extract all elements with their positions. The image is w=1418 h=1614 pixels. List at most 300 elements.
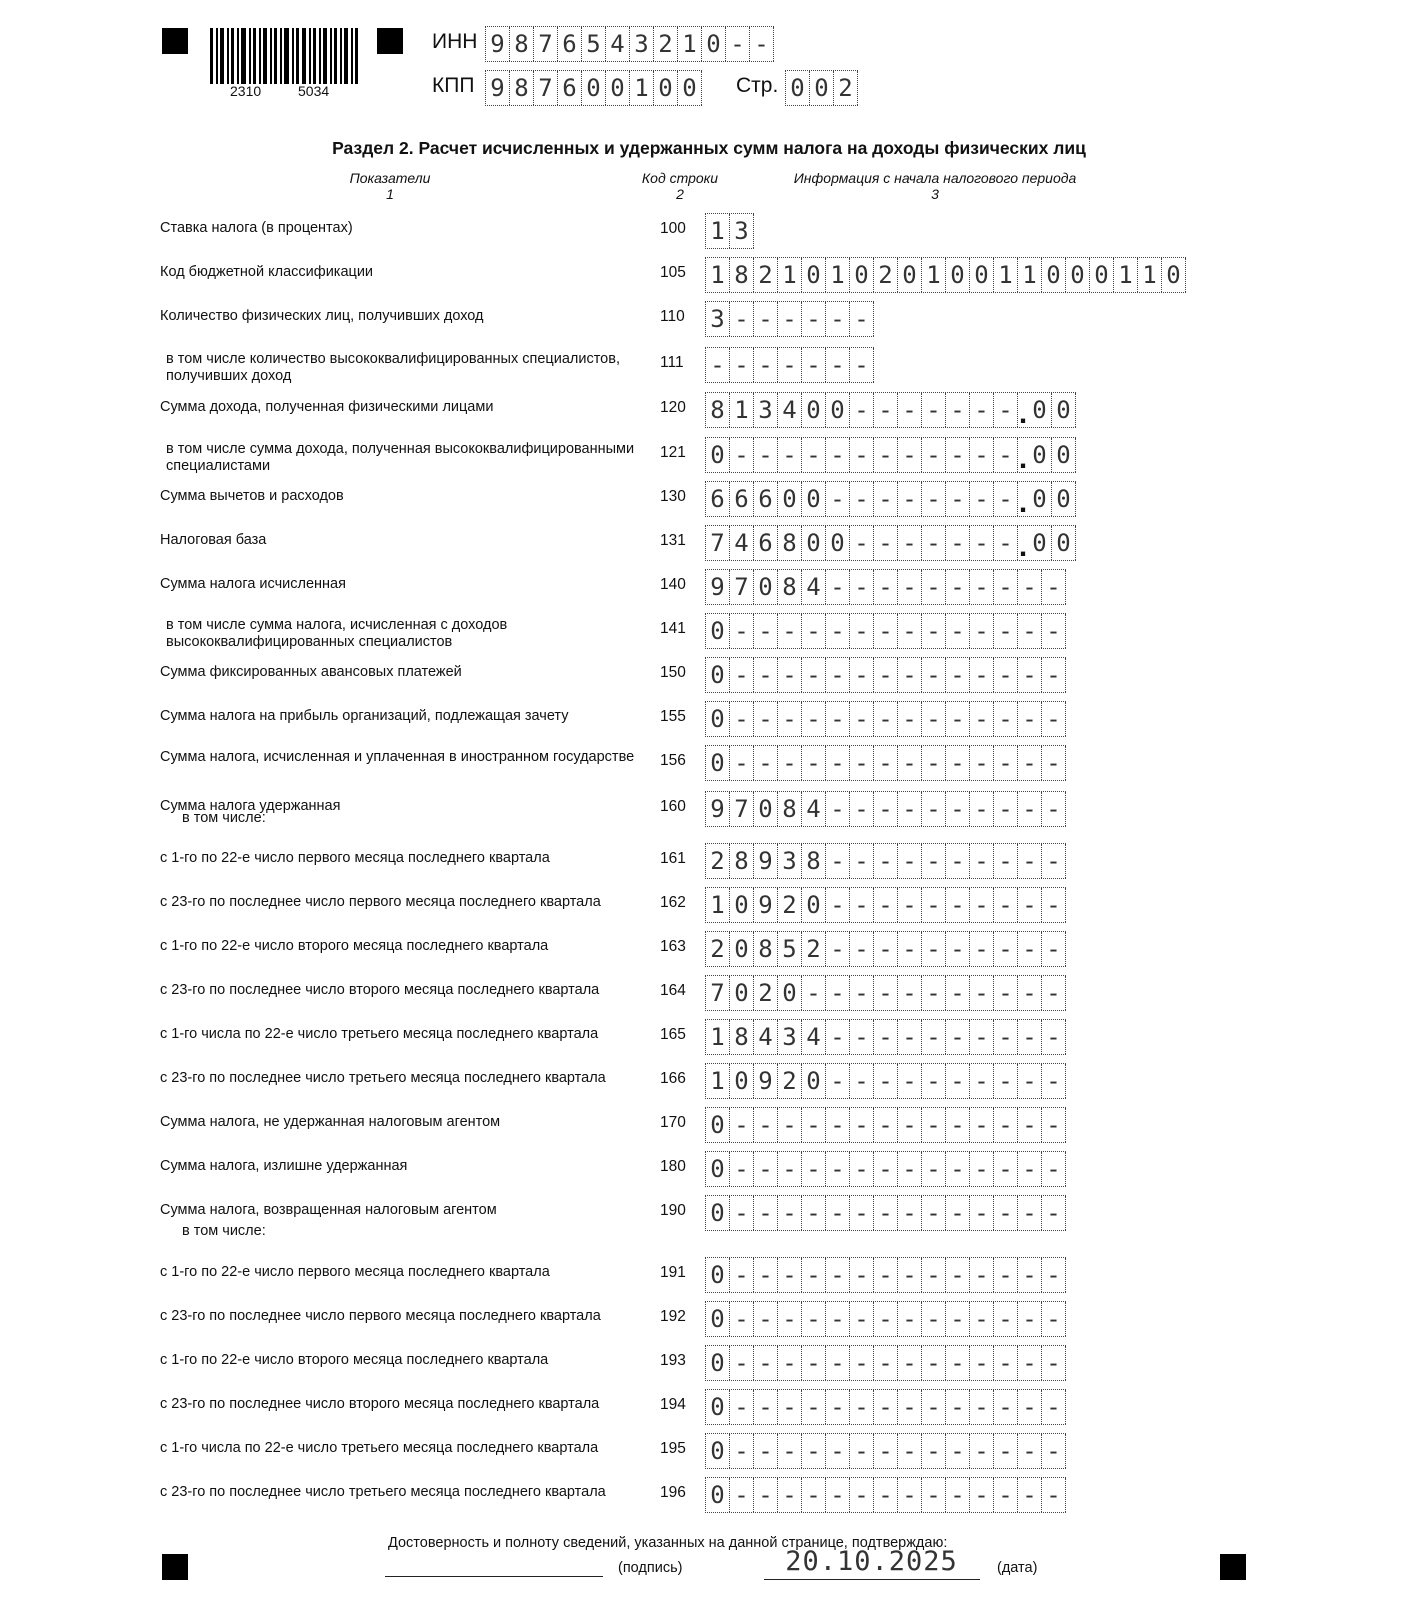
digit-cell: - bbox=[994, 792, 1018, 826]
digit-cell: - bbox=[874, 844, 898, 878]
digit-cell: - bbox=[1042, 1108, 1066, 1142]
value-field-120[interactable] bbox=[705, 392, 1076, 428]
digit-cell: - bbox=[826, 1346, 850, 1380]
digit-cell: 0 bbox=[730, 976, 754, 1010]
digit-cell: - bbox=[898, 888, 922, 922]
digit-cell: - bbox=[754, 1302, 778, 1336]
digit-cell: - bbox=[970, 526, 994, 560]
digit-cell: - bbox=[994, 1064, 1018, 1098]
digit-cell: - bbox=[922, 1478, 946, 1512]
page-label: Стр. bbox=[736, 74, 779, 97]
row-code-150: 150 bbox=[660, 664, 686, 681]
digit-cell: 0 bbox=[606, 71, 630, 105]
digit-cell: 0 bbox=[706, 1108, 730, 1142]
digit-cell: - bbox=[730, 348, 754, 382]
digit-cell: - bbox=[898, 1064, 922, 1098]
digit-cell: - bbox=[994, 1302, 1018, 1336]
digit-cell: 2 bbox=[778, 888, 802, 922]
digit-cell: - bbox=[802, 1302, 826, 1336]
digit-cell: - bbox=[874, 658, 898, 692]
digit-cell: 8 bbox=[706, 393, 730, 427]
digit-cell: - bbox=[874, 438, 898, 472]
column-header-period-info-label: Информация с начала налогового периода bbox=[793, 170, 1077, 186]
digit-cell: - bbox=[754, 302, 778, 336]
digit-cell: 0 bbox=[1042, 258, 1066, 292]
row-label-131: Налоговая база bbox=[160, 532, 267, 548]
digit-cell: - bbox=[1018, 932, 1042, 966]
value-field-165[interactable] bbox=[705, 1019, 1066, 1055]
digit-cell: - bbox=[850, 746, 874, 780]
row-code-160: 160 bbox=[660, 798, 686, 815]
kpp-label: КПП bbox=[432, 74, 475, 97]
row-code-141: 141 bbox=[660, 620, 686, 637]
value-field-166[interactable] bbox=[705, 1063, 1066, 1099]
digit-cell: - bbox=[826, 1064, 850, 1098]
digit-cell: - bbox=[1042, 702, 1066, 736]
digit-cell: 6 bbox=[558, 71, 582, 105]
row-code-194: 194 bbox=[660, 1396, 686, 1413]
value-field-192[interactable] bbox=[705, 1301, 1066, 1337]
digit-cell: - bbox=[826, 976, 850, 1010]
section-title: Раздел 2. Расчет исчисленных и удержанных сумм налога на доходы физических лиц bbox=[332, 138, 1086, 158]
digit-cell: 0 bbox=[802, 258, 826, 292]
row-label-165: с 1-го числа по 22-е число третьего месяца последнего квартала bbox=[160, 1026, 599, 1042]
sub-label-190: в том числе: bbox=[182, 1223, 266, 1239]
digit-cell: - bbox=[850, 1258, 874, 1292]
row-code-170: 170 bbox=[660, 1114, 686, 1131]
digit-cell: - bbox=[874, 482, 898, 516]
digit-cell: - bbox=[994, 888, 1018, 922]
digit-cell: - bbox=[850, 658, 874, 692]
digit-cell: - bbox=[994, 844, 1018, 878]
digit-cell: - bbox=[850, 482, 874, 516]
digit-cell: 0 bbox=[802, 393, 826, 427]
digit-cell: 1 bbox=[1018, 258, 1042, 292]
digit-cell: - bbox=[994, 393, 1018, 427]
digit-cell: - bbox=[1042, 746, 1066, 780]
digit-cell: 4 bbox=[606, 27, 630, 61]
digit-cell: - bbox=[850, 1108, 874, 1142]
digit-cell: - bbox=[874, 792, 898, 826]
digit-cell: 0 bbox=[678, 71, 702, 105]
digit-cell: 0 bbox=[826, 526, 850, 560]
digit-cell: - bbox=[802, 1196, 826, 1230]
digit-cell: 3 bbox=[706, 302, 730, 336]
value-field-141[interactable] bbox=[705, 613, 1066, 649]
corner-marker-bottom-left bbox=[162, 1554, 188, 1580]
digit-cell: - bbox=[946, 1390, 970, 1424]
row-label-155: Сумма налога на прибыль организаций, подлежащая зачету bbox=[160, 708, 569, 724]
digit-cell: - bbox=[898, 1108, 922, 1142]
digit-cell: 9 bbox=[754, 1064, 778, 1098]
digit-cell: - bbox=[1018, 1434, 1042, 1468]
digit-cell: 0 bbox=[706, 1434, 730, 1468]
digit-cell: - bbox=[946, 526, 970, 560]
value-field-110[interactable] bbox=[705, 301, 874, 337]
row-code-140: 140 bbox=[660, 576, 686, 593]
digit-cell: - bbox=[1018, 746, 1042, 780]
digit-cell: - bbox=[1042, 1390, 1066, 1424]
digit-cell: 4 bbox=[802, 792, 826, 826]
value-field-190[interactable] bbox=[705, 1195, 1066, 1231]
digit-cell: - bbox=[994, 1152, 1018, 1186]
digit-cell: 0 bbox=[1052, 393, 1076, 427]
row-code-163: 163 bbox=[660, 938, 686, 955]
row-code-105: 105 bbox=[660, 264, 686, 281]
digit-cell: - bbox=[898, 438, 922, 472]
value-field-105[interactable] bbox=[705, 257, 1186, 293]
digit-cell: 9 bbox=[706, 570, 730, 604]
digit-cell: - bbox=[754, 614, 778, 648]
digit-cell: - bbox=[994, 526, 1018, 560]
digit-cell: - bbox=[730, 614, 754, 648]
digit-cell: - bbox=[970, 1020, 994, 1054]
row-label-195: с 1-го числа по 22-е число третьего месяца последнего квартала bbox=[160, 1440, 599, 1456]
digit-cell: - bbox=[1042, 792, 1066, 826]
digit-cell: 1 bbox=[630, 71, 654, 105]
digit-cell: - bbox=[874, 526, 898, 560]
digit-cell: - bbox=[922, 1064, 946, 1098]
row-code-164: 164 bbox=[660, 982, 686, 999]
digit-cell: - bbox=[778, 1434, 802, 1468]
digit-cell: - bbox=[1042, 658, 1066, 692]
digit-cell: - bbox=[994, 570, 1018, 604]
value-field-161[interactable] bbox=[705, 843, 1066, 879]
row-label-163: с 1-го по 22-е число второго месяца последнего квартала bbox=[160, 938, 549, 954]
digit-cell: - bbox=[826, 348, 850, 382]
digit-cell: 8 bbox=[778, 570, 802, 604]
digit-cell: - bbox=[898, 1152, 922, 1186]
digit-cell: - bbox=[1042, 1196, 1066, 1230]
digit-cell: - bbox=[850, 438, 874, 472]
digit-cell: - bbox=[922, 1346, 946, 1380]
digit-cell: - bbox=[850, 393, 874, 427]
digit-cell: - bbox=[994, 1346, 1018, 1380]
row-label-130: Сумма вычетов и расходов bbox=[160, 488, 344, 504]
digit-cell: 0 bbox=[706, 614, 730, 648]
digit-cell: - bbox=[994, 1196, 1018, 1230]
digit-cell: - bbox=[1018, 658, 1042, 692]
digit-cell: - bbox=[802, 976, 826, 1010]
inn-field[interactable] bbox=[485, 26, 774, 62]
digit-cell: - bbox=[946, 792, 970, 826]
digit-cell: - bbox=[874, 888, 898, 922]
digit-cell: - bbox=[898, 658, 922, 692]
column-header-indicators bbox=[300, 170, 480, 202]
digit-cell: - bbox=[874, 1434, 898, 1468]
digit-cell: - bbox=[922, 1302, 946, 1336]
digit-cell: 1 bbox=[730, 393, 754, 427]
digit-cell: 0 bbox=[702, 27, 726, 61]
digit-cell: - bbox=[826, 1302, 850, 1336]
date-caption: (дата) bbox=[997, 1560, 1038, 1576]
value-field-160[interactable] bbox=[705, 791, 1066, 827]
column-header-line-code bbox=[620, 170, 740, 202]
digit-cell: 0 bbox=[754, 792, 778, 826]
digit-cell: - bbox=[898, 976, 922, 1010]
value-field-191[interactable] bbox=[705, 1257, 1066, 1293]
digit-cell: - bbox=[850, 302, 874, 336]
digit-cell: - bbox=[898, 1196, 922, 1230]
value-field-130[interactable] bbox=[705, 481, 1076, 517]
barcode bbox=[210, 28, 358, 84]
digit-cell: 0 bbox=[786, 71, 810, 105]
digit-cell: - bbox=[898, 393, 922, 427]
digit-cell: - bbox=[802, 1152, 826, 1186]
digit-cell: - bbox=[754, 702, 778, 736]
digit-cell: - bbox=[970, 1346, 994, 1380]
digit-cell: 0 bbox=[802, 1064, 826, 1098]
digit-cell: - bbox=[922, 438, 946, 472]
digit-cell: 2 bbox=[754, 976, 778, 1010]
row-label-120: Сумма дохода, полученная физическими лицами bbox=[160, 399, 494, 415]
row-label-180: Сумма налога, излишне удержанная bbox=[160, 1158, 408, 1174]
digit-cell: - bbox=[1018, 570, 1042, 604]
value-field-194[interactable] bbox=[705, 1389, 1066, 1425]
value-field-121[interactable] bbox=[705, 437, 1076, 473]
digit-cell: 0 bbox=[802, 888, 826, 922]
digit-cell: 0 bbox=[706, 1478, 730, 1512]
value-field-156[interactable] bbox=[705, 745, 1066, 781]
digit-cell: 3 bbox=[754, 393, 778, 427]
digit-cell: 7 bbox=[534, 71, 558, 105]
column-header-line-code-label: Код строки bbox=[641, 170, 719, 186]
digit-cell: - bbox=[898, 792, 922, 826]
row-label-196: с 23-го по последнее число третьего месяца последнего квартала bbox=[160, 1484, 606, 1500]
digit-cell: - bbox=[946, 1346, 970, 1380]
digit-cell: 0 bbox=[850, 258, 874, 292]
digit-cell: - bbox=[730, 658, 754, 692]
row-label-193: с 1-го по 22-е число второго месяца последнего квартала bbox=[160, 1352, 549, 1368]
row-code-100: 100 bbox=[660, 220, 686, 237]
digit-cell: - bbox=[826, 1434, 850, 1468]
digit-cell: - bbox=[898, 746, 922, 780]
row-code-131: 131 bbox=[660, 532, 686, 549]
digit-cell: - bbox=[754, 1390, 778, 1424]
digit-cell: - bbox=[850, 1302, 874, 1336]
digit-cell: 2 bbox=[706, 932, 730, 966]
digit-cell: - bbox=[994, 746, 1018, 780]
row-code-155: 155 bbox=[660, 708, 686, 725]
digit-cell: - bbox=[874, 1302, 898, 1336]
value-field-164[interactable] bbox=[705, 975, 1066, 1011]
digit-cell: - bbox=[946, 888, 970, 922]
digit-cell: - bbox=[970, 932, 994, 966]
digit-cell: - bbox=[778, 1478, 802, 1512]
digit-cell: - bbox=[802, 1108, 826, 1142]
digit-cell: 3 bbox=[778, 1020, 802, 1054]
digit-cell: - bbox=[778, 1258, 802, 1292]
digit-cell: - bbox=[778, 614, 802, 648]
digit-cell: - bbox=[754, 1108, 778, 1142]
digit-cell: 0 bbox=[1028, 438, 1052, 472]
row-label-190: Сумма налога, возвращенная налоговым агентом bbox=[160, 1202, 497, 1218]
digit-cell: 4 bbox=[802, 570, 826, 604]
digit-cell: - bbox=[850, 976, 874, 1010]
digit-cell: - bbox=[874, 1390, 898, 1424]
digit-cell: - bbox=[826, 932, 850, 966]
decimal-separator: . bbox=[1018, 442, 1028, 475]
value-field-196[interactable] bbox=[705, 1477, 1066, 1513]
date-value[interactable]: 20.10.2025 bbox=[785, 1546, 958, 1577]
digit-cell: - bbox=[850, 1196, 874, 1230]
decimal-separator: . bbox=[1018, 397, 1028, 430]
digit-cell: - bbox=[730, 746, 754, 780]
column-header-period-info bbox=[770, 170, 1100, 202]
digit-cell: 0 bbox=[1090, 258, 1114, 292]
value-field-170[interactable] bbox=[705, 1107, 1066, 1143]
page-number-field[interactable] bbox=[785, 70, 858, 106]
digit-cell: - bbox=[898, 614, 922, 648]
digit-cell: - bbox=[1018, 1108, 1042, 1142]
digit-cell: - bbox=[802, 614, 826, 648]
digit-cell: 0 bbox=[1066, 258, 1090, 292]
digit-cell: - bbox=[730, 302, 754, 336]
digit-cell: - bbox=[826, 658, 850, 692]
value-field-162[interactable] bbox=[705, 887, 1066, 923]
row-label-191: с 1-го по 22-е число первого месяца последнего квартала bbox=[160, 1264, 550, 1280]
digit-cell: - bbox=[1018, 844, 1042, 878]
value-field-155[interactable] bbox=[705, 701, 1066, 737]
digit-cell: - bbox=[826, 1196, 850, 1230]
value-field-150[interactable] bbox=[705, 657, 1066, 693]
digit-cell: 7 bbox=[534, 27, 558, 61]
digit-cell: - bbox=[730, 1434, 754, 1468]
digit-cell: - bbox=[970, 614, 994, 648]
digit-cell: - bbox=[946, 746, 970, 780]
digit-cell: - bbox=[1042, 1258, 1066, 1292]
row-code-162: 162 bbox=[660, 894, 686, 911]
digit-cell: - bbox=[802, 348, 826, 382]
digit-cell: - bbox=[922, 1196, 946, 1230]
row-label-110: Количество физических лиц, получивших доход bbox=[160, 308, 484, 324]
row-label-160: Сумма налога удержанная bbox=[160, 798, 341, 814]
digit-cell: - bbox=[1018, 1258, 1042, 1292]
digit-cell: - bbox=[970, 1302, 994, 1336]
digit-cell: - bbox=[922, 1258, 946, 1292]
digit-cell: - bbox=[750, 27, 774, 61]
digit-cell: - bbox=[922, 614, 946, 648]
digit-cell: 5 bbox=[778, 932, 802, 966]
value-field-100[interactable] bbox=[705, 213, 754, 249]
digit-cell: - bbox=[898, 702, 922, 736]
digit-cell: - bbox=[826, 614, 850, 648]
corner-marker-bottom-right bbox=[1220, 1554, 1246, 1580]
digit-cell: - bbox=[874, 1064, 898, 1098]
digit-cell: 0 bbox=[706, 1152, 730, 1186]
value-field-195[interactable] bbox=[705, 1433, 1066, 1469]
digit-cell: - bbox=[826, 302, 850, 336]
value-field-180[interactable] bbox=[705, 1151, 1066, 1187]
digit-cell: - bbox=[946, 1108, 970, 1142]
digit-cell: - bbox=[754, 1152, 778, 1186]
digit-cell: 3 bbox=[630, 27, 654, 61]
digit-cell: - bbox=[850, 1478, 874, 1512]
digit-cell: - bbox=[826, 1020, 850, 1054]
digit-cell: - bbox=[922, 976, 946, 1010]
inn-label: ИНН bbox=[432, 30, 478, 53]
digit-cell: - bbox=[850, 526, 874, 560]
digit-cell: - bbox=[874, 1152, 898, 1186]
kpp-field[interactable] bbox=[485, 70, 702, 106]
digit-cell: 6 bbox=[706, 482, 730, 516]
digit-cell: - bbox=[922, 844, 946, 878]
digit-cell: 8 bbox=[730, 844, 754, 878]
digit-cell: - bbox=[826, 1390, 850, 1424]
digit-cell: - bbox=[922, 746, 946, 780]
signature-line[interactable] bbox=[385, 1576, 603, 1577]
value-field-193[interactable] bbox=[705, 1345, 1066, 1381]
digit-cell: - bbox=[1042, 1020, 1066, 1054]
digit-cell: 0 bbox=[706, 658, 730, 692]
digit-cell: - bbox=[922, 1020, 946, 1054]
digit-cell: - bbox=[946, 844, 970, 878]
digit-cell: - bbox=[754, 438, 778, 472]
row-label-150: Сумма фиксированных авансовых платежей bbox=[160, 664, 462, 680]
value-field-131[interactable] bbox=[705, 525, 1076, 561]
value-field-111[interactable] bbox=[705, 347, 874, 383]
digit-cell: 0 bbox=[1052, 482, 1076, 516]
row-label-100: Ставка налога (в процентах) bbox=[160, 220, 353, 236]
digit-cell: - bbox=[802, 1390, 826, 1424]
row-code-130: 130 bbox=[660, 488, 686, 505]
row-label-161: с 1-го по 22-е число первого месяца последнего квартала bbox=[160, 850, 550, 866]
digit-cell: - bbox=[730, 702, 754, 736]
digit-cell: 7 bbox=[706, 976, 730, 1010]
digit-cell: - bbox=[754, 1196, 778, 1230]
digit-cell: - bbox=[874, 614, 898, 648]
digit-cell: 7 bbox=[730, 570, 754, 604]
digit-cell: - bbox=[802, 1258, 826, 1292]
digit-cell: - bbox=[1018, 702, 1042, 736]
digit-cell: 0 bbox=[1028, 393, 1052, 427]
digit-cell: 7 bbox=[730, 792, 754, 826]
digit-cell: - bbox=[850, 932, 874, 966]
digit-cell: - bbox=[802, 702, 826, 736]
digit-cell: 2 bbox=[802, 932, 826, 966]
digit-cell: - bbox=[946, 702, 970, 736]
value-field-140[interactable] bbox=[705, 569, 1066, 605]
digit-cell: - bbox=[970, 570, 994, 604]
digit-cell: - bbox=[946, 1478, 970, 1512]
digit-cell: - bbox=[922, 570, 946, 604]
digit-cell: - bbox=[850, 1390, 874, 1424]
column-header-indicators-num: 1 bbox=[386, 186, 394, 202]
digit-cell: 4 bbox=[778, 393, 802, 427]
row-label-170: Сумма налога, не удержанная налоговым агентом bbox=[160, 1114, 501, 1130]
digit-cell: - bbox=[850, 792, 874, 826]
digit-cell: - bbox=[898, 1020, 922, 1054]
digit-cell: - bbox=[754, 348, 778, 382]
digit-cell: - bbox=[1042, 1346, 1066, 1380]
digit-cell: - bbox=[850, 570, 874, 604]
digit-cell: 4 bbox=[754, 1020, 778, 1054]
digit-cell: - bbox=[1018, 888, 1042, 922]
column-header-indicators-label: Показатели bbox=[349, 170, 431, 186]
digit-cell: 1 bbox=[1114, 258, 1138, 292]
digit-cell: - bbox=[778, 746, 802, 780]
digit-cell: 0 bbox=[802, 482, 826, 516]
digit-cell: 0 bbox=[1028, 526, 1052, 560]
digit-cell: - bbox=[994, 932, 1018, 966]
digit-cell: 1 bbox=[706, 214, 730, 248]
value-field-163[interactable] bbox=[705, 931, 1066, 967]
digit-cell: 2 bbox=[754, 258, 778, 292]
digit-cell: - bbox=[922, 1434, 946, 1468]
digit-cell: - bbox=[850, 1152, 874, 1186]
digit-cell: - bbox=[898, 482, 922, 516]
digit-cell: - bbox=[970, 1390, 994, 1424]
